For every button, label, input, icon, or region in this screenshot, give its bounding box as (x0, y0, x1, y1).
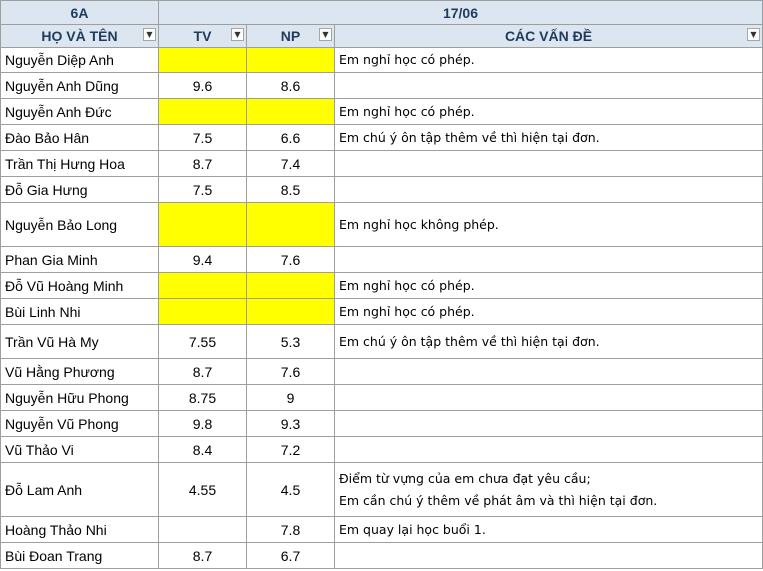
name-column-header[interactable] (1, 25, 159, 48)
issue-text: Em quay lại học buổi 1. (339, 521, 486, 537)
tv-score-cell[interactable]: 8.4 (159, 437, 247, 463)
student-name-cell[interactable]: Đỗ Lam Anh (1, 463, 159, 517)
tv-column-header[interactable] (159, 25, 247, 48)
student-name-cell[interactable]: Vũ Hằng Phương (1, 359, 159, 385)
np-score-cell[interactable] (247, 273, 335, 299)
table-row (1, 247, 763, 273)
tv-score-cell[interactable] (159, 517, 247, 543)
issues-column-label: CÁC VẤN ĐỀ (504, 28, 593, 44)
np-score-cell[interactable]: 4.5 (247, 463, 335, 517)
table-row (1, 99, 763, 125)
table-row (1, 325, 763, 359)
date-header-cell[interactable]: 17/06 (159, 1, 763, 25)
tv-score-cell[interactable]: 8.7 (159, 359, 247, 385)
issue-cell[interactable] (335, 125, 763, 151)
student-name-cell[interactable]: Nguyễn Hữu Phong (1, 385, 159, 411)
issue-cell[interactable] (335, 177, 763, 203)
table-row (1, 437, 763, 463)
table-row (1, 463, 763, 517)
issue-cell[interactable] (335, 203, 763, 247)
filter-dropdown-icon[interactable]: ▼ (231, 28, 244, 41)
table-row (1, 151, 763, 177)
student-name-cell[interactable]: Đào Bảo Hân (1, 125, 159, 151)
np-score-cell[interactable]: 8.5 (247, 177, 335, 203)
student-name-cell[interactable]: Bùi Linh Nhi (1, 299, 159, 325)
tv-score-cell[interactable]: 8.7 (159, 151, 247, 177)
tv-column-label: TV (193, 28, 212, 44)
table-row (1, 359, 763, 385)
issue-text: Em nghỉ học có phép. (339, 277, 475, 293)
tv-score-cell[interactable]: 7.5 (159, 125, 247, 151)
np-score-cell[interactable]: 5.3 (247, 325, 335, 359)
issue-text: Em cần chú ý thêm về phát âm và thì hiện tại đơn. (339, 492, 658, 508)
tv-score-cell[interactable]: 7.5 (159, 177, 247, 203)
tv-score-cell[interactable] (159, 299, 247, 325)
student-name-cell[interactable]: Nguyễn Anh Đức (1, 99, 159, 125)
issue-cell[interactable] (335, 359, 763, 385)
np-score-cell[interactable]: 9.3 (247, 411, 335, 437)
tv-score-cell[interactable] (159, 99, 247, 125)
table-row (1, 385, 763, 411)
student-name-cell[interactable]: Phan Gia Minh (1, 247, 159, 273)
np-score-cell[interactable]: 7.6 (247, 247, 335, 273)
student-name-cell[interactable]: Nguyễn Bảo Long (1, 203, 159, 247)
issue-cell[interactable] (335, 437, 763, 463)
filter-dropdown-icon[interactable]: ▼ (319, 28, 332, 41)
issue-cell[interactable] (335, 99, 763, 125)
student-name-cell[interactable]: Bùi Đoan Trang (1, 543, 159, 569)
np-score-cell[interactable]: 6.6 (247, 125, 335, 151)
issue-cell[interactable] (335, 247, 763, 273)
np-column-header[interactable] (247, 25, 335, 48)
tv-score-cell[interactable]: 9.6 (159, 73, 247, 99)
issue-text: Em nghỉ học có phép. (339, 103, 475, 119)
student-rows (1, 48, 763, 569)
issue-cell[interactable] (335, 273, 763, 299)
name-column-label: HỌ VÀ TÊN (41, 28, 118, 44)
student-name-cell[interactable]: Hoàng Thảo Nhi (1, 517, 159, 543)
student-name-cell[interactable]: Vũ Thảo Vi (1, 437, 159, 463)
issue-cell[interactable] (335, 463, 763, 517)
table-row (1, 125, 763, 151)
table-row (1, 203, 763, 247)
issue-cell[interactable] (335, 151, 763, 177)
tv-score-cell[interactable]: 9.4 (159, 247, 247, 273)
np-score-cell[interactable] (247, 99, 335, 125)
tv-score-cell[interactable]: 4.55 (159, 463, 247, 517)
issue-text: Em chú ý ôn tập thêm về thì hiện tại đơn. (339, 333, 600, 349)
np-score-cell[interactable] (247, 299, 335, 325)
np-score-cell[interactable]: 7.4 (247, 151, 335, 177)
issue-cell[interactable] (335, 543, 763, 569)
np-score-cell[interactable] (247, 48, 335, 73)
table-row (1, 273, 763, 299)
issue-cell[interactable] (335, 411, 763, 437)
issue-text: Em nghỉ học có phép. (339, 52, 475, 67)
student-name-cell[interactable]: Nguyễn Vũ Phong (1, 411, 159, 437)
issue-text: Em chú ý ôn tập thêm về thì hiện tại đơn. (339, 129, 600, 145)
tv-score-cell[interactable]: 9.8 (159, 411, 247, 437)
tv-score-cell[interactable] (159, 203, 247, 247)
student-name-cell[interactable]: Trần Thị Hưng Hoa (1, 151, 159, 177)
table-row (1, 48, 763, 73)
student-name-cell[interactable]: Trần Vũ Hà My (1, 325, 159, 359)
table-row (1, 73, 763, 99)
student-name-cell[interactable]: Đỗ Vũ Hoàng Minh (1, 273, 159, 299)
np-score-cell[interactable]: 6.7 (247, 543, 335, 569)
class-header-cell[interactable]: 6A (1, 1, 159, 25)
issue-text: Điểm từ vựng của em chưa đạt yêu cầu; (339, 470, 591, 486)
issue-cell[interactable] (335, 299, 763, 325)
student-name-cell[interactable]: Đỗ Gia Hưng (1, 177, 159, 203)
filter-dropdown-icon[interactable]: ▼ (747, 28, 760, 41)
student-name-cell[interactable]: Nguyễn Anh Dũng (1, 73, 159, 99)
np-score-cell[interactable]: 7.2 (247, 437, 335, 463)
tv-score-cell[interactable]: 7.55 (159, 325, 247, 359)
issue-text: Em nghỉ học không phép. (339, 216, 499, 232)
issue-cell[interactable] (335, 73, 763, 99)
filter-dropdown-icon[interactable]: ▼ (143, 28, 156, 41)
table-row (1, 411, 763, 437)
np-score-cell[interactable]: 7.8 (247, 517, 335, 543)
issue-cell[interactable] (335, 517, 763, 543)
table-row (1, 517, 763, 543)
table-row (1, 177, 763, 203)
issue-cell[interactable] (335, 385, 763, 411)
np-score-cell[interactable]: 9 (247, 385, 335, 411)
np-score-cell[interactable]: 7.6 (247, 359, 335, 385)
issues-column-header[interactable] (335, 25, 763, 48)
student-name-cell[interactable]: Nguyễn Diệp Anh (1, 48, 159, 73)
tv-score-cell[interactable]: 8.7 (159, 543, 247, 569)
tv-score-cell[interactable] (159, 273, 247, 299)
issue-cell[interactable] (335, 48, 763, 73)
tv-score-cell[interactable] (159, 48, 247, 73)
table-row (1, 543, 763, 569)
np-score-cell[interactable] (247, 203, 335, 247)
np-column-label: NP (280, 28, 301, 44)
issue-cell[interactable] (335, 325, 763, 359)
tv-score-cell[interactable]: 8.75 (159, 385, 247, 411)
np-score-cell[interactable]: 8.6 (247, 73, 335, 99)
issue-text: Em nghỉ học có phép. (339, 303, 475, 319)
table-row (1, 299, 763, 325)
